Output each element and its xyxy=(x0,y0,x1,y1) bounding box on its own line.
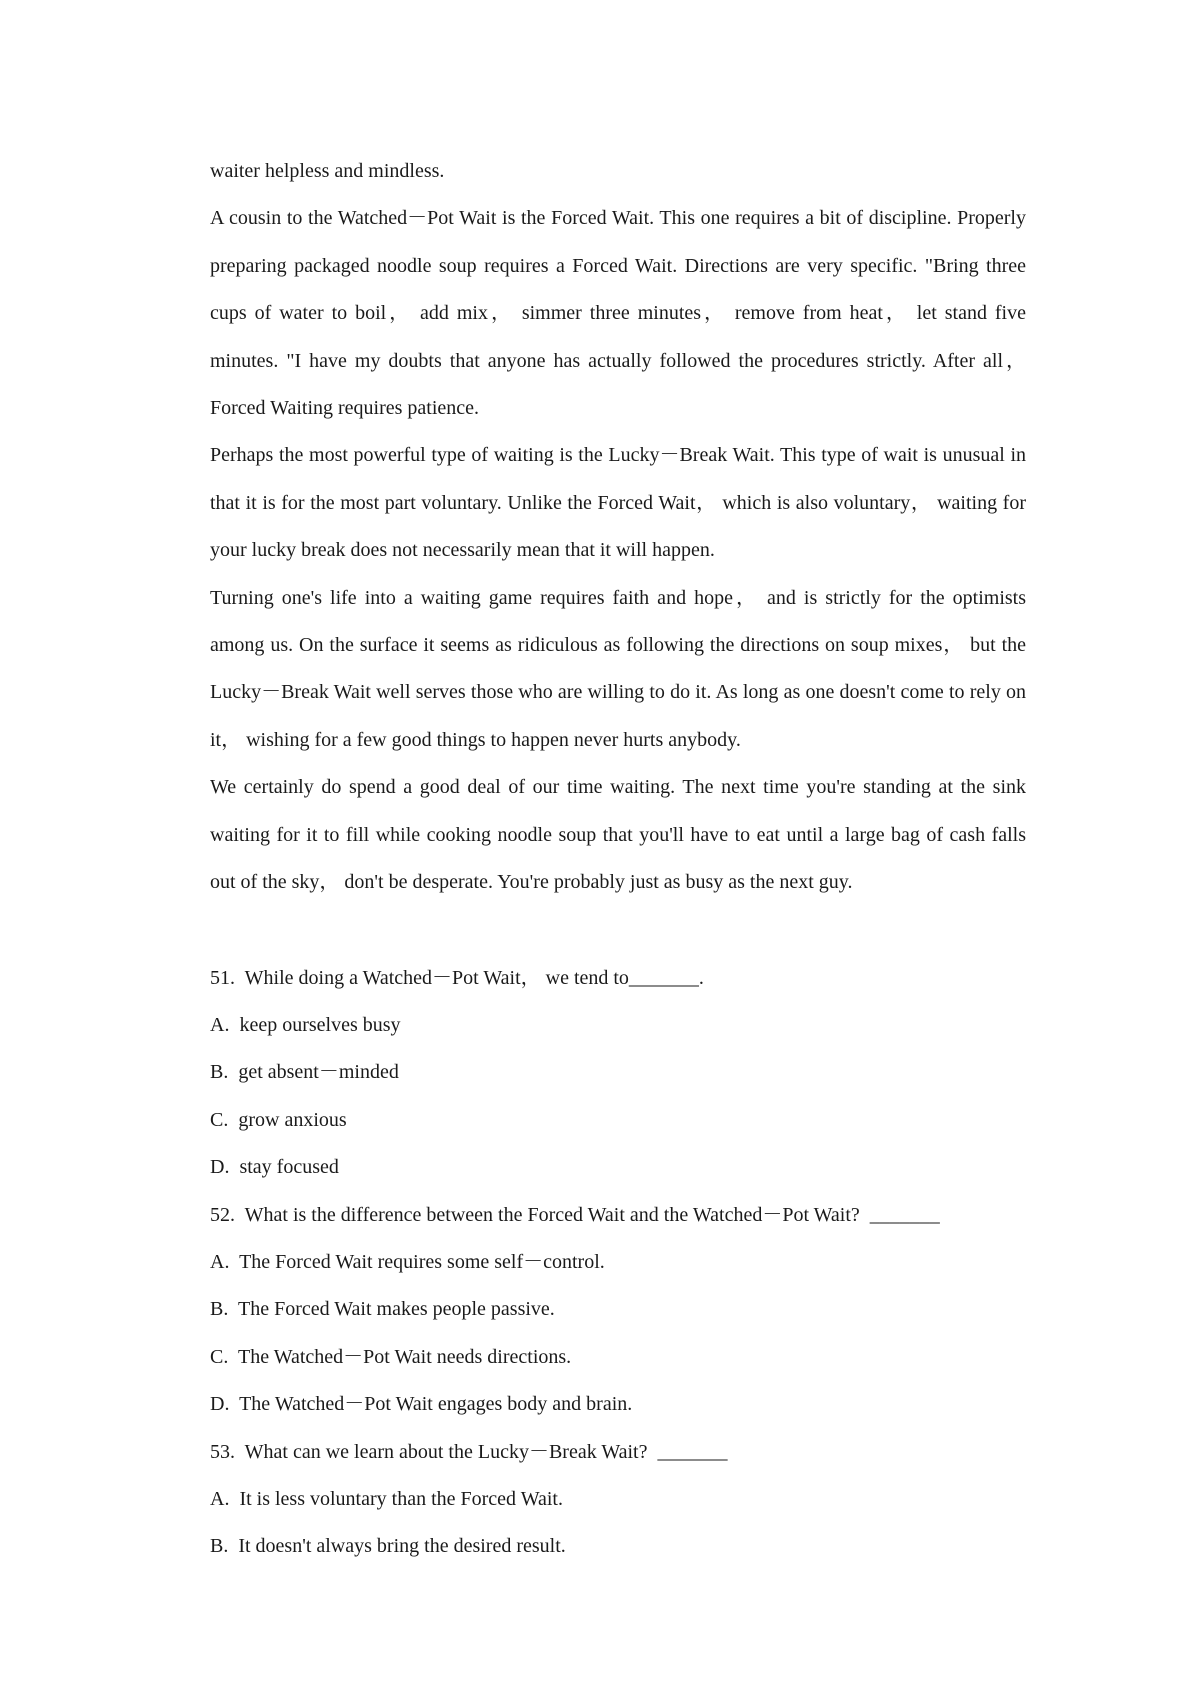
option-c: C. grow anxious xyxy=(210,1108,347,1131)
option-a: A. It is less voluntary than the Forced Wait. xyxy=(210,1487,563,1510)
passage-paragraph-2: A cousin to the Watched－Pot Wait is the Forced Wait. This one requires a bit of discipline. Properly preparing packaged noodle soup requires a Forced Wait. Directions are very specific. "Bring three cups of water to boil， add mix， simmer three minutes， remove from heat， let stand five minutes. "I have my doubts that anyone has actually followed the procedures strictly. After all， Forced Waiting requires patience. xyxy=(210,207,1026,420)
option-a: A. keep ourselves busy xyxy=(210,1013,401,1036)
question-52 xyxy=(210,1192,1026,1429)
option-d: D. stay focused xyxy=(210,1156,339,1179)
option-b: B. get absent－minded xyxy=(210,1061,399,1084)
question-stem: 53. What can we learn about the Lucky－Break Wait? _______ xyxy=(210,1440,728,1463)
passage-paragraph-3: Perhaps the most powerful type of waiting is the Lucky－Break Wait. This type of wait is unusual in that it is for the most part voluntary. Unlike the Forced Wait， which is also voluntary， waiting for your lucky break does not necessarily mean that it will happen. xyxy=(210,444,1026,562)
passage-paragraph-1: waiter helpless and mindless. xyxy=(210,160,445,182)
option-b: B. The Forced Wait makes people passive. xyxy=(210,1298,555,1321)
question-53 xyxy=(210,1429,1026,1571)
question-51 xyxy=(210,955,1026,1192)
option-b: B. It doesn't always bring the desired result. xyxy=(210,1535,566,1558)
option-a: A. The Forced Wait requires some self－control. xyxy=(210,1250,605,1273)
passage-paragraph-5: We certainly do spend a good deal of our time waiting. The next time you're standing at the sink waiting for it to fill while cooking noodle soup that you'll have to eat until a large bag of cash falls out of the sky， don't be desperate. You're probably just as busy as the next guy. xyxy=(210,776,1026,894)
passage-paragraph-4: Turning one's life into a waiting game requires faith and hope， and is strictly for the optimists among us. On the surface it seems as ridiculous as following the directions on soup mixes， but the Lucky－Break Wait well serves those who are willing to do it. As long as one doesn't come to rely on it， wishing for a few good things to happen never hurts anybody. xyxy=(210,586,1026,751)
question-stem: 52. What is the difference between the Forced Wait and the Watched－Pot Wait? _______ xyxy=(210,1203,940,1226)
document-page xyxy=(210,148,1026,1571)
option-c: C. The Watched－Pot Wait needs directions. xyxy=(210,1345,572,1368)
question-stem: 51. While doing a Watched－Pot Wait， we tend to_______. xyxy=(210,966,704,989)
option-d: D. The Watched－Pot Wait engages body and brain. xyxy=(210,1393,633,1416)
section-gap xyxy=(210,907,1026,955)
